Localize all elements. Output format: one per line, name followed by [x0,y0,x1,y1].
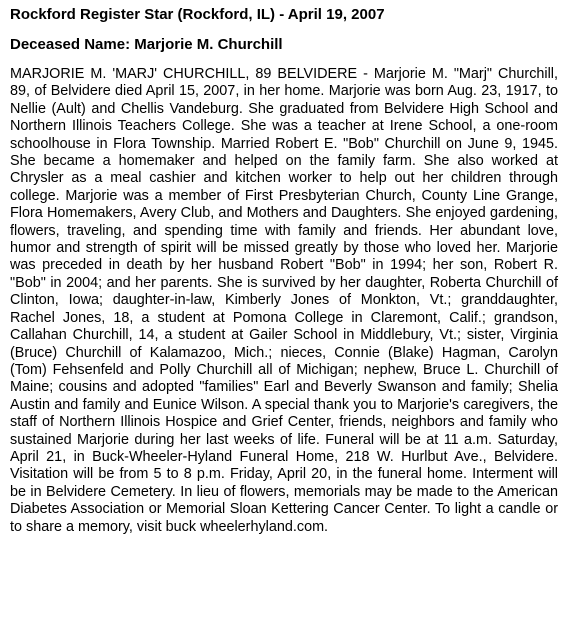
deceased-name-line: Deceased Name: Marjorie M. Churchill [10,36,283,53]
obituary-body-text: MARJORIE M. 'MARJ' CHURCHILL, 89 BELVIDERE - Marjorie M. "Marj" Churchill, 89, of Belvidere died April 15, 2007, in her home. Marjorie was born Aug. 23, 1917, to Nellie (Ault) and Chellis Vandeburg. She graduated from Belvidere High School and Northern Illinois Teachers College. She was a teacher at Irene School, a one-room schoolhouse in Flora Township. Married Robert E. "Bob" Churchill on June 9, 1945. She became a homemaker and helped on the family farm. She also worked at Chrysler as a meal cashier and kitchen worker to help out her children through college. Marjorie was a member of First Presbyterian Church, County Line Grange, Flora Homemakers, Avery Club, and Mothers and Daughters. She enjoyed gardening, flowers, traveling, and spending time with family and friends. Her abundant love, humor and strength of spirit will be missed greatly by those who loved her. Marjorie was preceded in death by her husband Robert "Bob" in 1994; her son, Robert R. "Bob" in 2004; and her parents. She is survived by her daughter, Roberta Churchill of Clinton, Iowa; daughter-in-law, Kimberly Jones of Monkton, Vt.; granddaughter, Rachel Jones, 18, a student at Pomona College in Claremont, Calif.; grandson, Callahan Churchill, 14, a student at Gailer School in Middlebury, Vt.; sister, Virginia (Bruce) Churchill of Kalamazoo, Mich.; nieces, Connie (Blake) Hagman, Carolyn (Tom) Fehsenfeld and Polly Churchill all of Michigan; nephew, Bruce L. Churchill of Maine; cousins and adopted "families" Earl and Beverly Swanson and family; Shelia Austin and family and Eunice Wilson. A special thank you to Marjorie's caregivers, the staff of Northern Illinois Hospice and Grief Center, friends, neighbors and family who sustained Marjorie during her last weeks of life. Funeral will be at 11 a.m. Saturday, April 21, in Buck-Wheeler-Hyland Funeral Home, 218 W. Hurlbut Ave., Belvidere. Visitation will be from 5 to 8 p.m. Friday, April 20, in the funeral home. Interment will be in Belvidere Cemetery. In lieu of flowers, memorials may be made to the American Diabetes Association or Memorial Sloan Kettering Cancer Center. To light a candle or to share a memory, visit buck wheelerhyland.com. [10,66,558,535]
publication-source-line: Rockford Register Star (Rockford, IL) - April 19, 2007 [10,6,385,23]
obituary-document [10,6,558,536]
